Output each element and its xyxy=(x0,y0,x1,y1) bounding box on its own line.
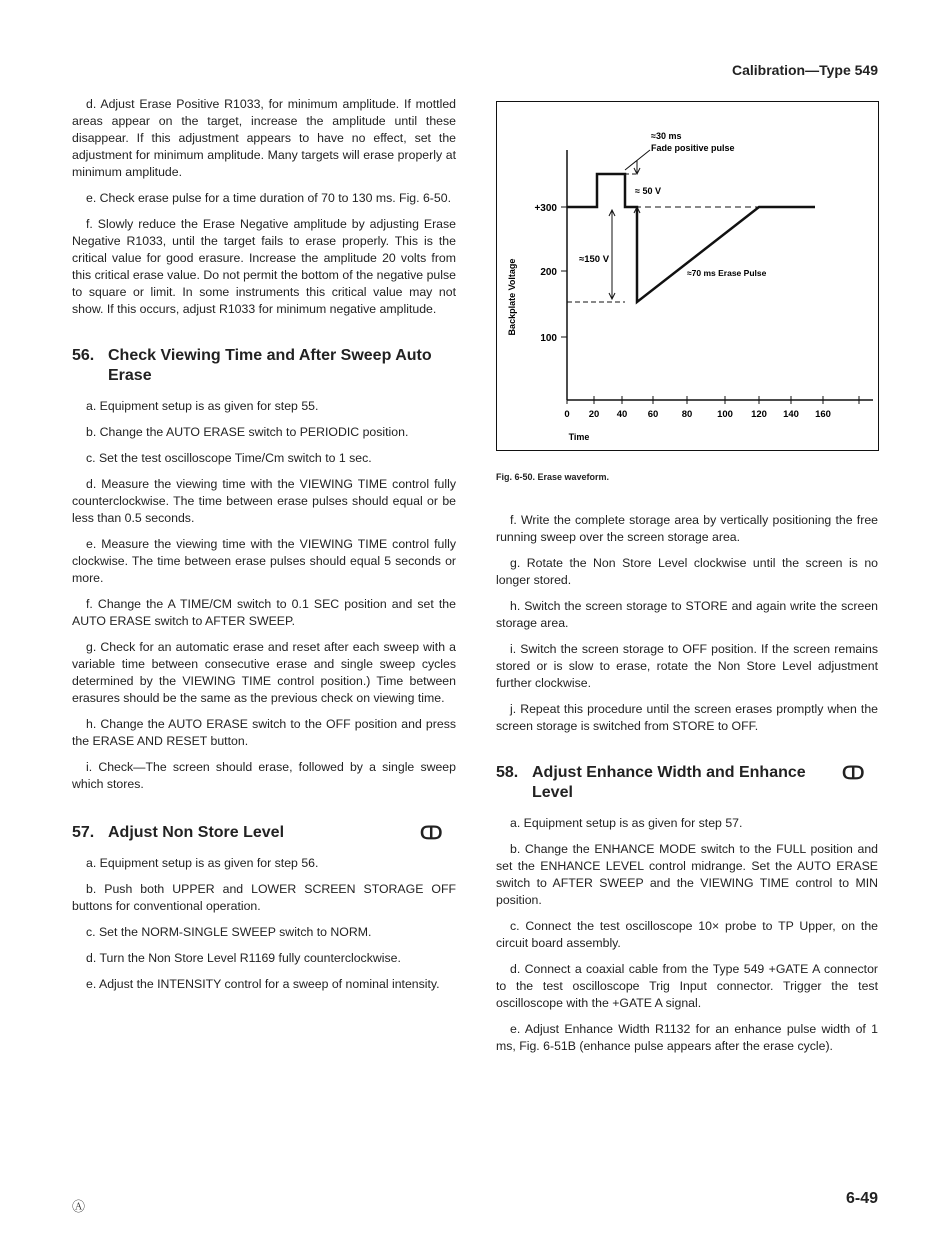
step-57e: e. Adjust the INTENSITY control for a sweep of nominal intensity. xyxy=(86,977,440,991)
x-tick-label-120: 120 xyxy=(751,409,767,420)
x-tick-label-140: 140 xyxy=(783,409,799,420)
step-55e: e. Check erase pulse for a time duration of 70 to 130 ms. Fig. 6-50. xyxy=(86,191,451,205)
section-56-heading xyxy=(72,346,456,386)
step-57f: f. Write the complete storage area by vertically positioning the free running sweep over the screen storage area. xyxy=(496,513,878,544)
x-tick-label-160: 160 xyxy=(815,409,831,420)
section-57-heading: 57. Adjust Non Store Level ↀ xyxy=(72,823,443,843)
step-57i: i. Switch the screen storage to OFF position. If the screen remains stored or is slow to erase, rotate the Non Store Level adjustment further clockwise. xyxy=(496,642,878,690)
section-56-title: Check Viewing Time and After Sweep Auto Erase xyxy=(108,347,432,384)
amp150-label: ≈150 V xyxy=(579,254,610,265)
step-56a: a. Equipment setup is as given for step 55. xyxy=(86,399,319,413)
page-number: 6-49 xyxy=(845,1190,878,1207)
step-57g: g. Rotate the Non Store Level clockwise until the screen is no longer stored. xyxy=(496,556,878,587)
step-56d: d. Measure the viewing time with the VIEWING TIME control fully counterclockwise. The time between erase pulses should equal or be less than 0.5 seconds. xyxy=(72,477,456,525)
erase-pulse-label: ≈70 ms Erase Pulse xyxy=(687,268,767,278)
x-tick-label-60: 60 xyxy=(647,409,659,420)
x-tick-label-100: 100 xyxy=(717,409,733,420)
step-55f: f. Slowly reduce the Erase Negative amplitude by adjusting Erase Negative R1033, until the target fails to erase properly. This is the critical value for good erasure. Increase the amplitude 20 volts from this critical erase value. Do not permit the bottom of the negative pulse to square or limit. In some instruments this critical value may not show. If this occurs, adjust R1033 for minimum negative amplitude. xyxy=(72,217,456,316)
y-axis-label: Backplate Voltage xyxy=(507,258,517,336)
right-column xyxy=(496,512,878,1064)
section-57-title: Adjust Non Store Level xyxy=(108,824,285,841)
figure-caption: Fig. 6-50. Erase waveform. xyxy=(496,472,610,482)
section-58-title: Adjust Enhance Width and Enhance Level xyxy=(532,764,806,801)
step-58b: b. Change the ENHANCE MODE switch to the FULL position and set the ENHANCE LEVEL control midrange. Set the AUTO ERASE switch to AFTER SWEEP and the VIEWING TIME control to MIN position. xyxy=(496,842,878,907)
left-column xyxy=(72,96,456,1002)
erase-waveform-trace xyxy=(567,174,815,302)
x-tick-label-40: 40 xyxy=(616,409,628,420)
section-58-heading: 58. Adjust Enhance Width and Enhance Level ↀ xyxy=(496,763,865,801)
step-56g: g. Check for an automatic erase and reset after each sweep with a variable time between consecutive erase and single sweep cycles determined by the VIEWING TIME control position.) Time between erasures should be the same as the previous check on viewing time. xyxy=(72,640,456,705)
y-tick-label-300: +300 xyxy=(534,203,557,214)
amp50-label: ≈ 50 V xyxy=(635,186,661,196)
erase-waveform-figure xyxy=(496,101,879,451)
erase-waveform-plot xyxy=(497,102,877,449)
step-58e: e. Adjust Enhance Width R1132 for an enhance pulse width of 1 ms, Fig. 6-51B (enhance pulse appears after the erase cycle). xyxy=(496,1022,878,1053)
step-57b: b. Push both UPPER and LOWER SCREEN STORAGE OFF buttons for conventional operation. xyxy=(72,882,456,913)
running-title: Calibration—Type 549 xyxy=(731,62,878,78)
x-tick-label-80: 80 xyxy=(681,409,693,420)
step-57j: j. Repeat this procedure until the screen erases promptly when the screen storage is switched from STORE to OFF. xyxy=(496,702,878,733)
fade-pulse-label: Fade positive pulse xyxy=(651,143,735,153)
step-56i: i. Check—The screen should erase, followed by a single sweep which stores. xyxy=(72,760,456,791)
step-57c: c. Set the NORM-SINGLE SWEEP switch to NORM. xyxy=(86,925,372,939)
fade-time-label: ≈30 ms xyxy=(651,131,682,141)
y-tick-label-200: 200 xyxy=(540,267,557,278)
step-56c: c. Set the test oscilloscope Time/Cm switch to 1 sec. xyxy=(86,451,372,465)
step-56f: f. Change the A TIME/CM switch to 0.1 SEC position and set the AUTO ERASE switch to AFTER SWEEP. xyxy=(72,597,456,628)
step-56e: e. Measure the viewing time with the VIEWING TIME control fully clockwise. The time between erase pulses should equal 5 seconds or more. xyxy=(72,537,456,585)
step-58d: d. Connect a coaxial cable from the Type 549 +GATE A connector to the test oscilloscope Trig Input connector. Trigger the test oscilloscope with the +GATE A signal. xyxy=(496,962,878,1010)
step-57h: h. Switch the screen storage to STORE and again write the screen storage area. xyxy=(496,599,878,630)
x-axis-label: Time xyxy=(568,432,590,442)
step-57a: a. Equipment setup is as given for step 56. xyxy=(86,856,319,870)
x-tick-label-0: 0 xyxy=(564,409,570,420)
revision-mark-icon: Ⓐ xyxy=(72,1199,86,1214)
x-tick-label-20: 20 xyxy=(588,409,600,420)
section-57-number: 57. xyxy=(72,824,95,841)
section-58-number: 58. xyxy=(496,764,519,781)
y-tick-label-100: 100 xyxy=(540,333,557,344)
step-58a: a. Equipment setup is as given for step 57. xyxy=(510,816,743,830)
step-56b: b. Change the AUTO ERASE switch to PERIODIC position. xyxy=(86,425,409,439)
section-56-number: 56. xyxy=(72,347,95,364)
step-58c: c. Connect the test oscilloscope 10× probe to TP Upper, on the circuit board assembly. xyxy=(496,919,878,950)
step-57d: d. Turn the Non Store Level R1169 fully counterclockwise. xyxy=(86,951,401,965)
step-55d: d. Adjust Erase Positive R1033, for minimum amplitude. If mottled areas appear on the target, increase the amplitude until these disappear. If this adjustment appears to have no effect, set the adjustment for minimum amplitude. Many targets will erase properly at minimum amplitude. xyxy=(72,97,456,179)
step-56h: h. Change the AUTO ERASE switch to the OFF position and press the ERASE AND RESET button. xyxy=(72,717,456,748)
